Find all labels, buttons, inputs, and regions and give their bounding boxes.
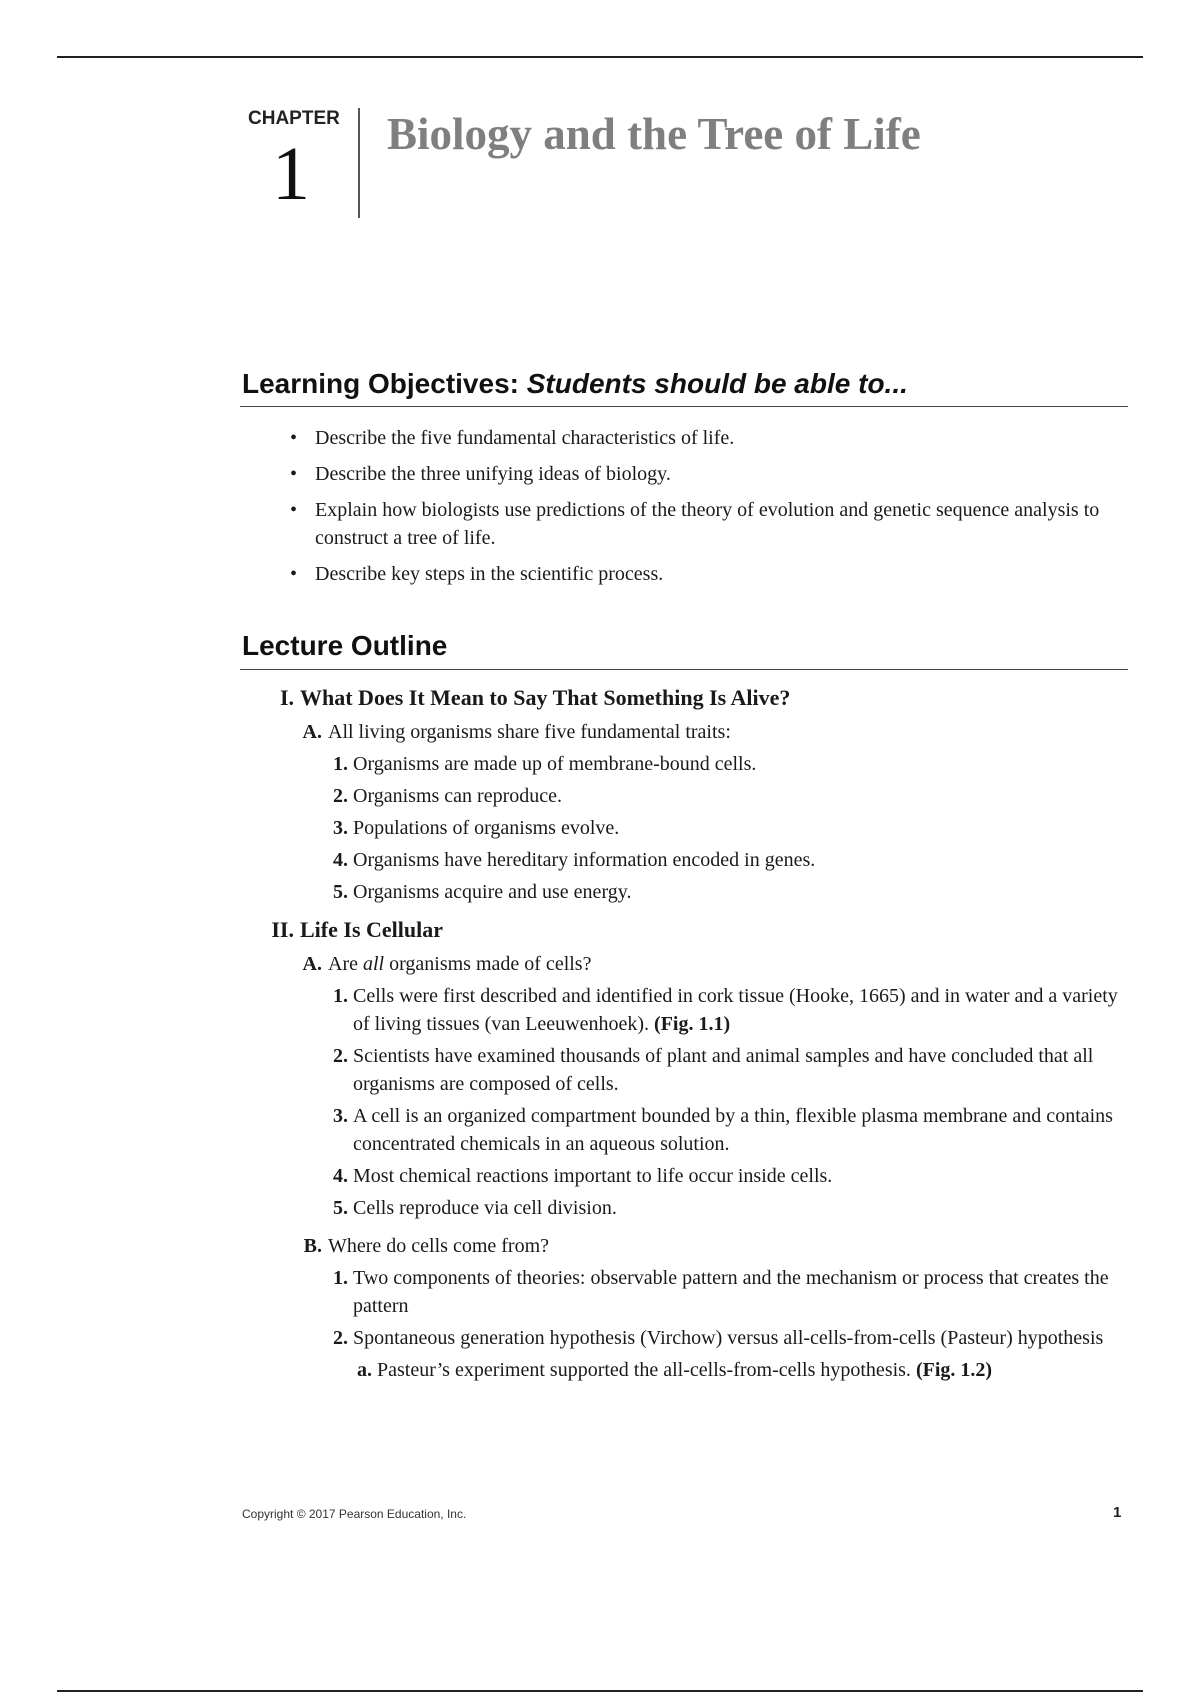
- objectives-rule: [240, 406, 1128, 407]
- outline-rule: [240, 669, 1128, 670]
- item-text: Are: [328, 953, 363, 975]
- bottom-rule: [57, 1690, 1143, 1692]
- list-item: [240, 814, 1138, 842]
- chapter-number: 1: [272, 132, 310, 216]
- objectives-heading-italic: Students should be able to...: [526, 368, 908, 399]
- list-item: • Explain how biologists use predictions of the theory of evolution and genetic sequence analysis to construct a tree of life.: [290, 496, 1110, 552]
- item-text: Cells reproduce via cell division.: [353, 1197, 617, 1219]
- item-marker: 5.: [333, 881, 348, 903]
- item-text: Organisms can reproduce.: [353, 785, 563, 807]
- outline-heading: Lecture Outline: [242, 630, 448, 661]
- list-item: [240, 1102, 1138, 1158]
- item-marker: 2.: [333, 1327, 348, 1349]
- item-marker: 4.: [333, 849, 348, 871]
- page-number: 1: [1113, 1504, 1122, 1521]
- section-marker: I.: [279, 685, 294, 710]
- item-text: Pasteur’s experiment supported the all-cells-from-cells hypothesis.: [377, 1359, 911, 1381]
- list-item: [240, 1162, 1138, 1190]
- chapter-title: Biology and the Tree of Life: [387, 109, 921, 159]
- outline-section-1: [240, 684, 1140, 712]
- item-text: A cell is an organized compartment bounded by a thin, flexible plasma membrane and contains concentrated chemicals in an aqueous solution.: [353, 1105, 1113, 1155]
- item-text: Cells were first described and identified in cork tissue (Hooke, 1665) and in water and a variety of living tissues (van Leeuwenhoek).: [353, 985, 1118, 1035]
- list-item: [240, 878, 1138, 906]
- item-text: Populations of organisms evolve.: [353, 817, 620, 839]
- objectives-list: [290, 424, 1110, 596]
- list-item: [240, 750, 1138, 778]
- objectives-heading-text: Learning Objectives:: [242, 368, 519, 399]
- list-item: [240, 1042, 1138, 1098]
- list-item: [240, 982, 1138, 1038]
- copyright-notice: Copyright © 2017 Pearson Education, Inc.: [242, 1507, 467, 1521]
- item-marker: 1.: [333, 985, 348, 1007]
- figure-reference: (Fig. 1.2): [915, 1359, 993, 1381]
- lecture-outline: [240, 684, 1140, 1388]
- item-marker: B.: [303, 1235, 322, 1257]
- outline-section-2: [240, 916, 1140, 944]
- list-item: [240, 1324, 1138, 1352]
- item-text: organisms made of cells?: [384, 953, 592, 975]
- section-title: Life Is Cellular: [300, 917, 443, 942]
- item-marker: 1.: [333, 753, 348, 775]
- list-item: [240, 1264, 1138, 1320]
- list-item: • Describe the three unifying ideas of biology.: [290, 460, 1110, 488]
- item-marker: 2.: [333, 785, 348, 807]
- list-item: [240, 846, 1138, 874]
- item-marker: A.: [302, 721, 322, 743]
- section-marker: II.: [271, 917, 294, 942]
- chapter-divider: [358, 108, 360, 218]
- item-marker: 1.: [333, 1267, 348, 1289]
- list-item: • Describe the five fundamental characteristics of life.: [290, 424, 1110, 452]
- item-marker: 3.: [333, 1105, 348, 1127]
- section-title: What Does It Mean to Say That Something Is Alive?: [300, 685, 791, 710]
- item-marker: A.: [302, 953, 322, 975]
- figure-reference: (Fig. 1.1): [654, 1013, 731, 1035]
- item-text: Most chemical reactions important to life occur inside cells.: [353, 1165, 833, 1187]
- list-item: • Describe key steps in the scientific process.: [290, 560, 1110, 588]
- item-marker: a.: [357, 1359, 372, 1381]
- list-item: [240, 782, 1138, 810]
- item-marker: 3.: [333, 817, 348, 839]
- item-marker: 2.: [333, 1045, 348, 1067]
- item-marker: 5.: [333, 1197, 348, 1219]
- item-marker: 4.: [333, 1165, 348, 1187]
- outline-item-b: [240, 1232, 1140, 1260]
- item-text-italic: all: [362, 953, 385, 975]
- top-rule: [57, 56, 1143, 58]
- objectives-heading: [242, 368, 908, 400]
- item-text: Spontaneous generation hypothesis (Virchow) versus all-cells-from-cells (Pasteur) hypothesis: [353, 1327, 1104, 1349]
- chapter-label: CHAPTER: [248, 108, 340, 129]
- item-text: Organisms are made up of membrane-bound cells.: [353, 753, 757, 775]
- item-text: Scientists have examined thousands of plant and animal samples and have concluded that all organisms are composed of cells.: [353, 1045, 1094, 1095]
- outline-item-a: [240, 950, 1140, 978]
- item-text: All living organisms share five fundamental traits:: [328, 721, 731, 743]
- list-item: [240, 1194, 1138, 1222]
- item-text: Where do cells come from?: [328, 1235, 550, 1257]
- outline-item-a: [240, 718, 1140, 746]
- item-text: Two components of theories: observable pattern and the mechanism or process that creates the pattern: [353, 1267, 1109, 1317]
- list-item: [240, 1356, 1140, 1384]
- item-text: Organisms have hereditary information encoded in genes.: [353, 849, 816, 871]
- item-text: Organisms acquire and use energy.: [353, 881, 632, 903]
